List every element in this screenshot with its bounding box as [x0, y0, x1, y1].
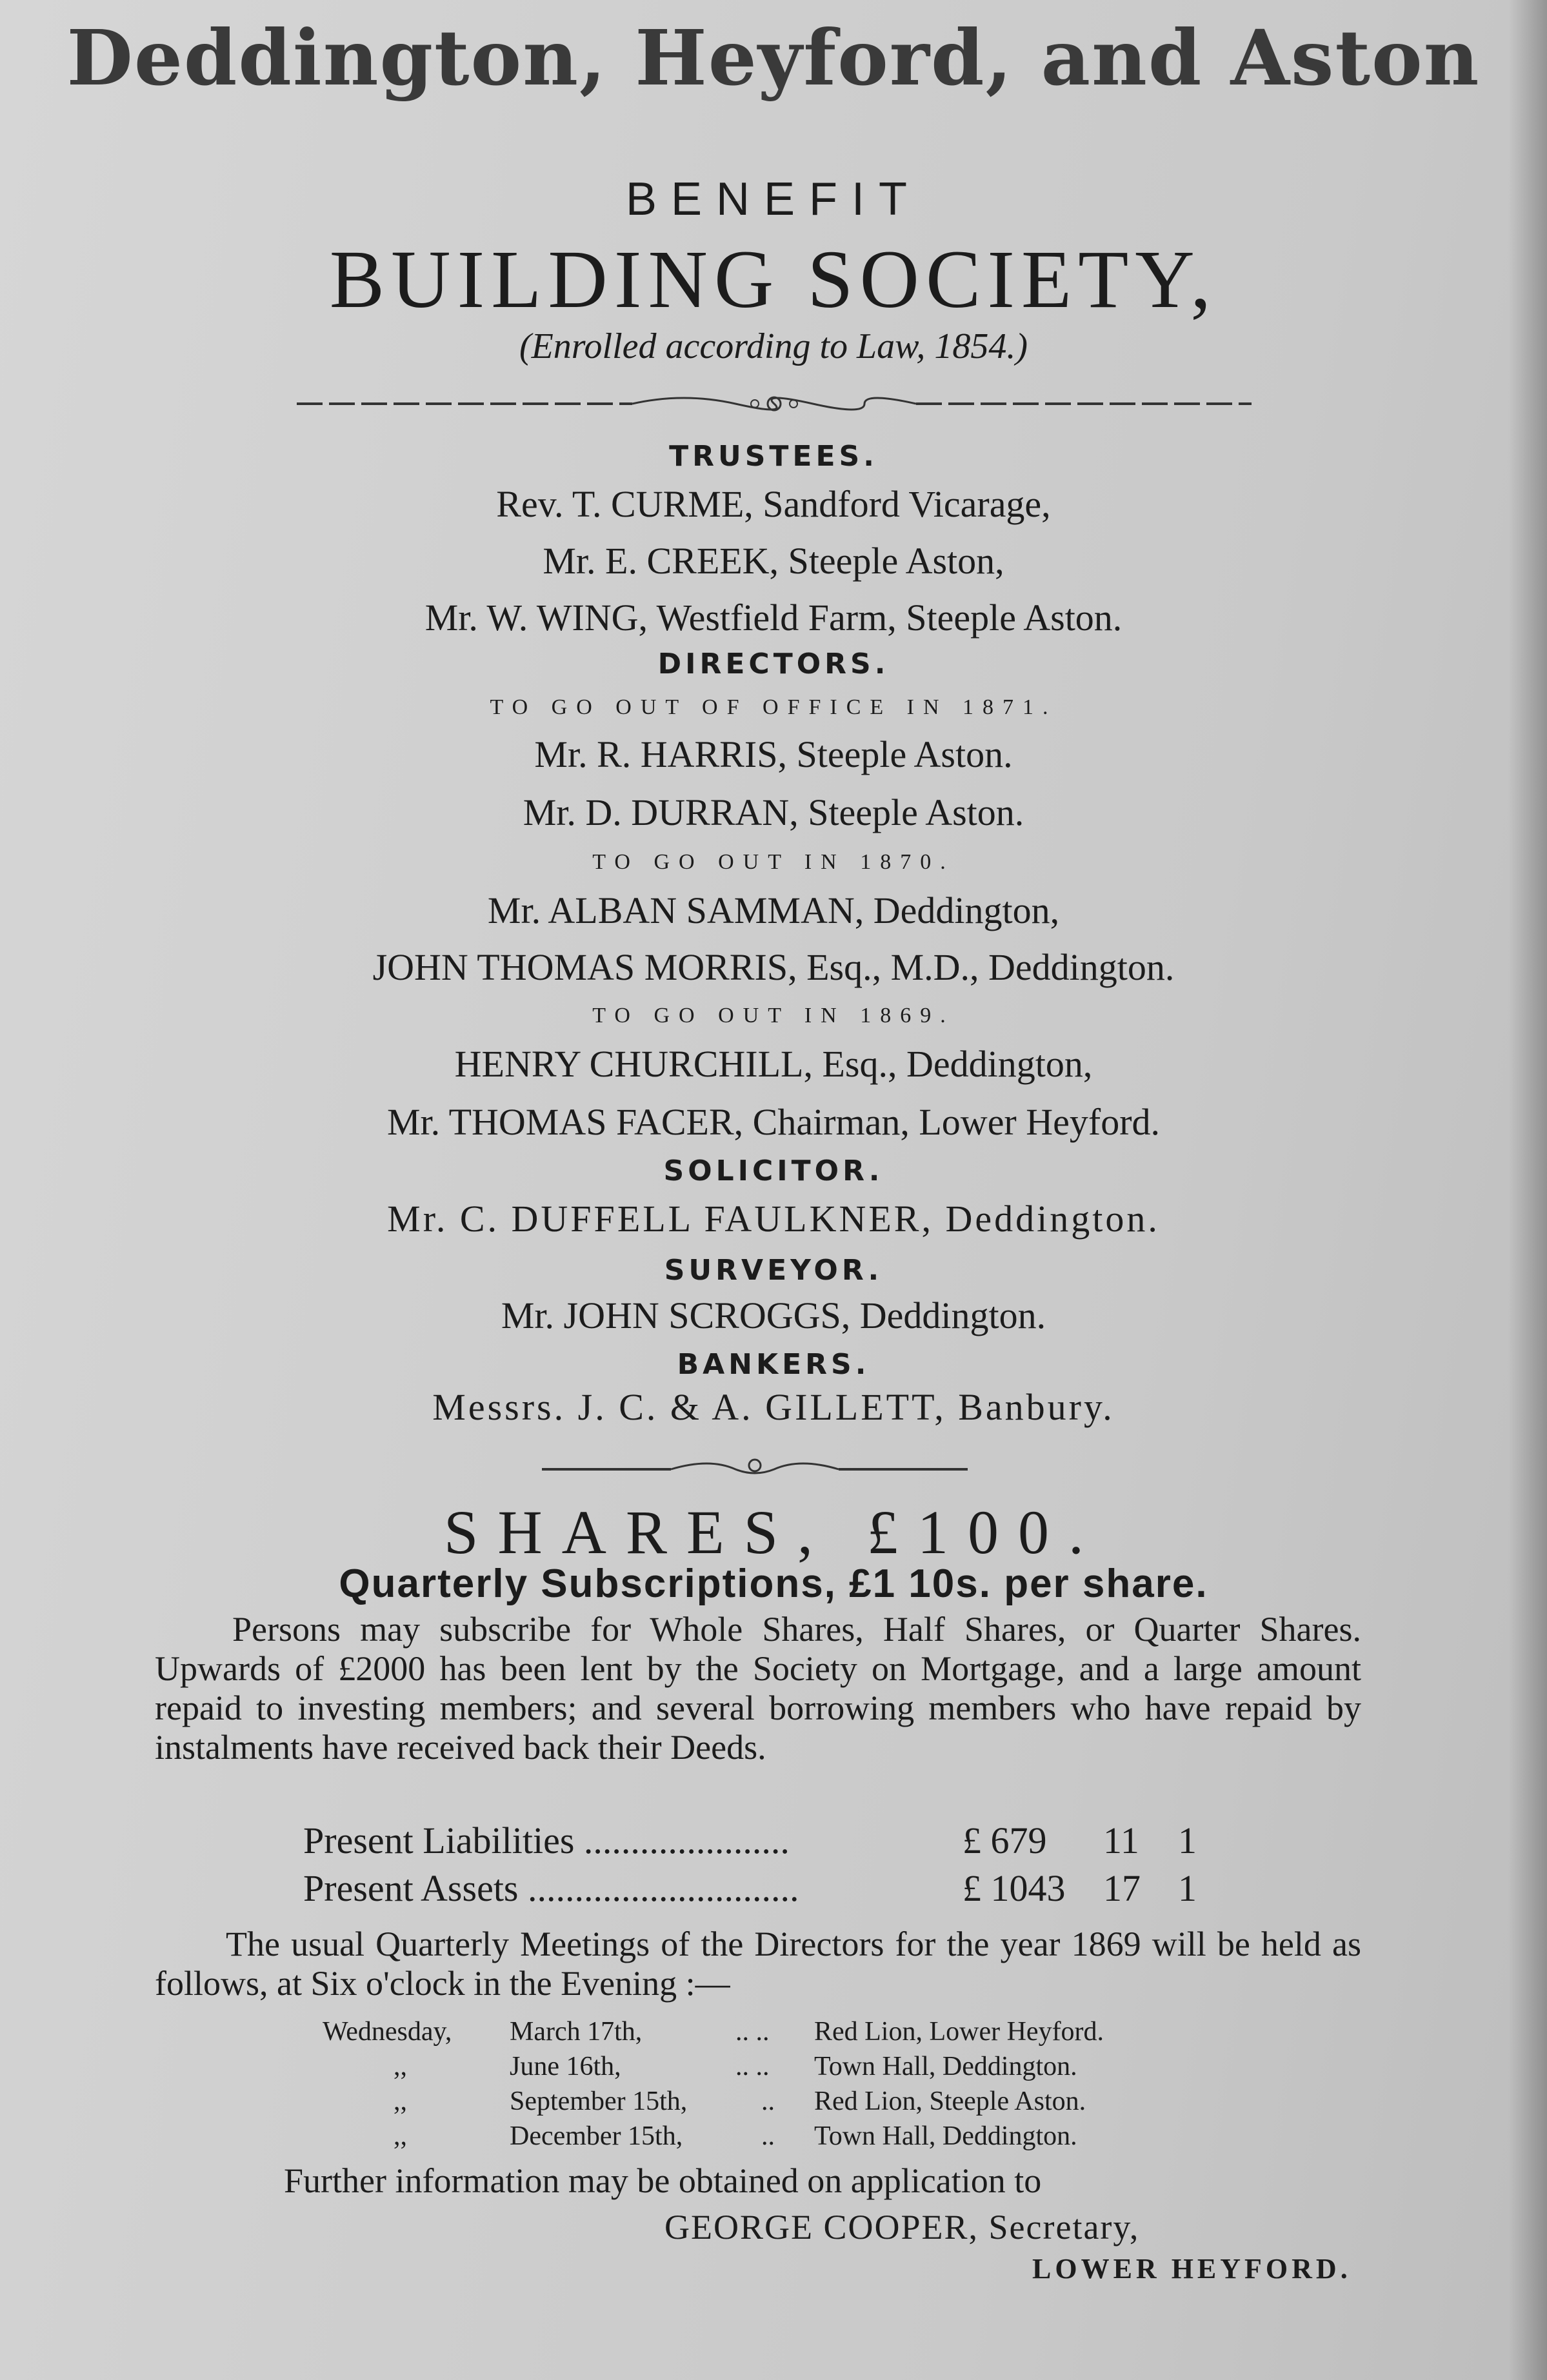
trustees-heading: TRUSTEES. [669, 440, 878, 473]
trustee-line: Mr. W. WING, Westfield Farm, Steeple Aston. [424, 597, 1123, 639]
bankers-name: Messrs. J. C. & A. GILLETT, Banbury. [432, 1386, 1115, 1428]
meeting-date: June 16th, [510, 2052, 621, 2081]
meeting-place: Red Lion, Steeple Aston. [814, 2087, 1086, 2116]
meeting-sep: .. [761, 2087, 775, 2116]
director-group-label: TO GO OUT IN 1869. [592, 1004, 955, 1027]
ornamental-rule-middle [542, 1451, 968, 1483]
account-shillings: 17 [1103, 1867, 1141, 1909]
surveyor-name: Mr. JOHN SCROGGS, Deddington. [501, 1294, 1046, 1336]
benefit-heading: BENEFIT [625, 174, 922, 225]
enrolled-note: (Enrolled according to Law, 1854.) [519, 326, 1028, 366]
meeting-day: ,, [394, 2121, 407, 2151]
meeting-sep: .. .. [735, 2052, 770, 2081]
director-line: Mr. THOMAS FACER, Chairman, Lower Heyford. [386, 1101, 1161, 1143]
further-information: Further information may be obtained on application to [284, 2161, 1042, 2200]
account-label: Present Liabilities ...................... [303, 1820, 790, 1861]
director-line: Mr. ALBAN SAMMAN, Deddington, [487, 889, 1060, 931]
meeting-place: Town Hall, Deddington. [814, 2052, 1077, 2081]
account-pounds: £ 679 [963, 1820, 1047, 1861]
director-line: Mr. D. DURRAN, Steeple Aston. [523, 791, 1024, 833]
meeting-date: March 17th, [510, 2017, 643, 2047]
meetings-intro: The usual Quarterly Meetings of the Directors for the year 1869 will be held as follows, at Six o'clock in the Evening :— [155, 1925, 1361, 2003]
ornamental-rule-top [297, 387, 1252, 419]
meeting-day: ,, [394, 2052, 407, 2081]
secretary-line: GEORGE COOPER, Secretary, [664, 2208, 1140, 2246]
shares-headline: SHARES, £100. [443, 1498, 1104, 1567]
secretary-address: LOWER HEYFORD. [1032, 2253, 1352, 2285]
trustee-line: Mr. E. CREEK, Steeple Aston, [543, 540, 1004, 582]
solicitor-name: Mr. C. DUFFELL FAULKNER, Deddington. [387, 1198, 1160, 1240]
director-group-label: TO GO OUT OF OFFICE IN 1871. [490, 695, 1057, 719]
subscription-line: Quarterly Subscriptions, £1 10s. per share. [339, 1562, 1208, 1606]
meeting-sep: .. .. [735, 2017, 770, 2047]
meeting-date: September 15th, [510, 2087, 688, 2116]
building-society-heading: BUILDING SOCIETY, [329, 233, 1218, 325]
account-pence: 1 [1178, 1867, 1197, 1909]
shares-paragraph: Persons may subscribe for Whole Shares, Half Shares, or Quarter Shares. Upwards of £2000 has been lent by the Society on Mortgage, and a large amount repaid to investing members; and several borrowing members who have repaid by instalments have received back their Deeds. [155, 1610, 1361, 1767]
bankers-heading: BANKERS. [677, 1348, 870, 1381]
director-line: HENRY CHURCHILL, Esq., Deddington, [454, 1043, 1093, 1085]
director-line: Mr. R. HARRIS, Steeple Aston. [534, 733, 1013, 775]
trustee-line: Rev. T. CURME, Sandford Vicarage, [496, 483, 1051, 525]
solicitor-heading: SOLICITOR. [663, 1155, 884, 1187]
surveyor-heading: SURVEYOR. [664, 1254, 883, 1287]
meeting-day: ,, [394, 2087, 407, 2116]
director-line: JOHN THOMAS MORRIS, Esq., M.D., Deddington. [372, 946, 1175, 988]
account-pounds: £ 1043 [963, 1867, 1066, 1909]
director-group-label: TO GO OUT IN 1870. [592, 850, 955, 874]
account-label: Present Assets ............................. [303, 1867, 799, 1909]
account-pence: 1 [1178, 1820, 1197, 1861]
account-shillings: 11 [1103, 1820, 1139, 1861]
meeting-day: Wednesday, [323, 2017, 452, 2047]
meeting-place: Red Lion, Lower Heyford. [814, 2017, 1104, 2047]
meeting-place: Town Hall, Deddington. [814, 2121, 1077, 2151]
society-name-gothic: Deddington, Heyford, and Aston [66, 13, 1481, 103]
meeting-date: December 15th, [510, 2121, 683, 2151]
meeting-sep: .. [761, 2121, 775, 2151]
directors-heading: DIRECTORS. [657, 648, 890, 680]
